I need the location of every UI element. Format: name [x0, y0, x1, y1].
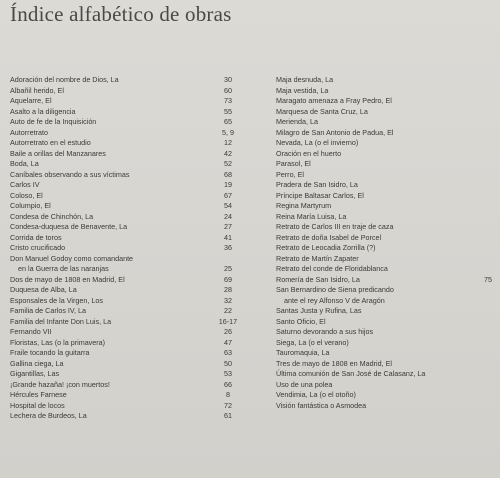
entry-title: Santo Oficio, El: [276, 316, 326, 326]
entry-title: Siega, La (o el verano): [276, 337, 349, 347]
index-entry: [10, 338, 240, 349]
entry-title: Dos de mayo de 1808 en Madrid, El: [10, 274, 125, 284]
entry-page-number: 24: [224, 211, 232, 221]
entry-title: Esponsales de la Virgen, Los: [10, 295, 103, 305]
entry-title: Príncipe Baltasar Carlos, El: [276, 190, 364, 200]
index-entry: [276, 138, 491, 149]
entry-page-number: 66: [224, 379, 232, 389]
index-entry: [10, 348, 240, 359]
entry-page-number: 53: [224, 369, 232, 378]
entry-title: Reina María Luisa, La: [276, 211, 347, 221]
entry-title: Maja desnuda, La: [276, 75, 334, 84]
entry-title: Fraile tocando la guitarra: [10, 348, 90, 357]
entry-page-number: 72: [224, 400, 232, 410]
entry-title: Última comunión de San José de Calasanz, La: [276, 369, 426, 378]
entry-title: Hospital de locos: [10, 400, 65, 410]
entry-title: Vendimia, La (o el otoño): [276, 390, 356, 399]
index-entry: [10, 86, 240, 97]
entry-title: Albañil herido, El: [10, 85, 64, 95]
index-entry: [10, 107, 240, 118]
entry-title: Condesa-duquesa de Benavente, La: [10, 222, 128, 231]
index-entry: [276, 86, 491, 97]
index-entry: [10, 233, 240, 244]
entry-title: Maragato amenaza a Fray Pedro, El: [276, 96, 392, 105]
entry-title: Cristo crucificado: [10, 243, 66, 252]
entry-title: Parasol, El: [276, 159, 311, 168]
index-entry: [276, 180, 491, 191]
index-entry: [276, 201, 491, 212]
index-entry: [10, 96, 240, 107]
page-title: Índice alfabético de obras: [10, 2, 232, 26]
entry-title: Boda, La: [10, 159, 39, 168]
entry-page-number: 8: [226, 390, 230, 399]
entry-page-number: 52: [224, 159, 232, 168]
index-entry: [276, 264, 491, 275]
index-entry: [276, 149, 491, 160]
entry-page-number: 69: [224, 274, 232, 284]
index-entry: [276, 285, 491, 296]
entry-title: Retrato del conde de Floridablanca: [276, 264, 388, 273]
index-entry: [276, 128, 491, 139]
index-entry: [10, 285, 240, 296]
entry-page-number: 63: [224, 348, 232, 357]
index-entry: [10, 191, 240, 202]
index-entry: [10, 306, 240, 317]
entry-page-number: 22: [224, 306, 232, 315]
entry-page-number: 28: [224, 285, 232, 294]
entry-title: ante el rey Alfonso V de Aragón: [284, 295, 385, 305]
index-entry: [10, 401, 240, 412]
index-entry: [276, 401, 491, 412]
index-entry: [276, 275, 491, 286]
index-entry: [276, 317, 491, 328]
entry-page-number: 73: [224, 96, 232, 105]
entry-title: Pradera de San Isidro, La: [276, 180, 358, 189]
entry-title: Aquelarre, El: [10, 96, 52, 105]
entry-title: Retrato de doña Isabel de Porcel: [276, 232, 382, 242]
entry-title: Carlos IV: [10, 180, 40, 189]
entry-title: Fernando VII: [10, 327, 52, 336]
index-entry: [10, 159, 240, 170]
index-entry: [10, 128, 240, 139]
entry-page-number: 68: [224, 169, 232, 179]
entry-title: ¡Grande hazaña! ¡con muertos!: [10, 379, 110, 389]
index-entry: [276, 306, 491, 317]
entry-title: Marquesa de Santa Cruz, La: [276, 106, 368, 116]
entry-title: Tres de mayo de 1808 en Madrid, El: [276, 358, 392, 368]
index-entry: [10, 149, 240, 160]
entry-title: Adoración del nombre de Dios, La: [10, 75, 119, 84]
index-entry: [276, 243, 491, 254]
entry-page-number: 16-17: [218, 316, 238, 326]
index-entry: [10, 212, 240, 223]
entry-title: San Bernardino de Siena predicando: [276, 285, 394, 294]
entry-title: Condesa de Chinchón, La: [10, 211, 94, 221]
index-entry: [10, 327, 240, 338]
entry-page-number: 61: [224, 411, 232, 420]
entry-page-number: 50: [224, 358, 232, 368]
entry-page-number: 67: [224, 190, 232, 200]
entry-title: Asalto a la diligencia: [10, 106, 76, 116]
index-entry: [10, 296, 240, 307]
entry-page-number: 42: [224, 148, 232, 158]
index-entry: [276, 75, 491, 86]
entry-page-number: 65: [224, 117, 232, 126]
index-entry: [276, 107, 491, 118]
entry-title: Autorretrato en el estudio: [10, 138, 91, 147]
entry-title: Auto de fe de la Inquisición: [10, 117, 97, 126]
index-entry: [10, 138, 240, 149]
index-entry: [10, 222, 240, 233]
entry-title: Caníbales observando a sus víctimas: [10, 169, 130, 179]
entry-title: Santas Justa y Rufina, Las: [276, 306, 362, 315]
index-entry: [276, 390, 491, 401]
entry-page-number: 75: [484, 274, 492, 284]
index-entry: [276, 327, 491, 338]
entry-page-number: 36: [224, 243, 232, 252]
index-entry: [276, 296, 491, 307]
index-entry: [10, 170, 240, 181]
entry-page-number: 60: [224, 85, 232, 95]
index-entry: [10, 390, 240, 401]
entry-title: Autorretrato: [10, 127, 48, 137]
index-entry: [10, 380, 240, 391]
index-column-left: [10, 75, 240, 422]
entry-title: Familia de Carlos IV, La: [10, 306, 87, 315]
entry-page-number: 25: [224, 264, 232, 273]
index-column-right: [276, 75, 491, 411]
index-entry: [10, 180, 240, 191]
entry-title: Uso de una polea: [276, 379, 333, 389]
entry-title: Columpio, El: [10, 201, 51, 210]
index-entry: [276, 170, 491, 181]
entry-title: Retrato de Martín Zapater: [276, 253, 359, 263]
entry-title: Baile a orillas del Manzanares: [10, 148, 106, 158]
index-entry: [276, 369, 491, 380]
index-entry: [10, 369, 240, 380]
entry-title: Retrato de Carlos III en traje de caza: [276, 222, 394, 231]
index-entry: [276, 117, 491, 128]
index-entry: [276, 380, 491, 391]
entry-title: Visión fantástica o Asmodea: [276, 400, 367, 410]
entry-title: en la Guerra de las naranjas: [18, 264, 109, 273]
entry-page-number: 27: [224, 222, 232, 231]
entry-page-number: 41: [224, 232, 232, 242]
entry-title: Duquesa de Alba, La: [10, 285, 77, 294]
index-entry: [10, 275, 240, 286]
entry-title: Lechera de Burdeos, La: [10, 411, 87, 420]
index-entry: [10, 201, 240, 212]
index-entry: [276, 159, 491, 170]
index-entry: [10, 264, 240, 275]
index-entry: [276, 191, 491, 202]
entry-title: Floristas, Las (o la primavera): [10, 337, 106, 347]
index-entry: [276, 212, 491, 223]
entry-title: Familia del Infante Don Luis, La: [10, 316, 112, 326]
entry-title: Don Manuel Godoy como comandante: [10, 253, 134, 263]
entry-title: Corrida de toros: [10, 232, 62, 242]
entry-page-number: 54: [224, 201, 232, 210]
index-entry: [276, 348, 491, 359]
index-entry: [10, 317, 240, 328]
entry-title: Maja vestida, La: [276, 85, 329, 95]
entry-page-number: 26: [224, 327, 232, 336]
entry-title: Milagro de San Antonio de Padua, El: [276, 127, 394, 137]
entry-page-number: 12: [224, 138, 232, 147]
entry-page-number: 32: [224, 295, 232, 305]
entry-page-number: 47: [224, 337, 232, 347]
entry-title: Coloso, El: [10, 190, 43, 200]
entry-title: Gigantillas, Las: [10, 369, 60, 378]
index-entry: [276, 96, 491, 107]
entry-title: Romería de San Isidro, La: [276, 274, 360, 284]
entry-title: Perro, El: [276, 169, 304, 179]
entry-title: Saturno devorando a sus hijos: [276, 327, 374, 336]
entry-page-number: 19: [224, 180, 232, 189]
entry-title: Gallina ciega, La: [10, 358, 64, 368]
entry-title: Tauromaquia, La: [276, 348, 330, 357]
entry-page-number: 55: [224, 106, 232, 116]
entry-title: Regina Martyrum: [276, 201, 332, 210]
entry-title: Oración en el huerto: [276, 148, 342, 158]
index-entry: [10, 254, 240, 265]
index-entry: [10, 75, 240, 86]
entry-page-number: 30: [224, 75, 232, 84]
index-entry: [10, 411, 240, 422]
entry-title: Merienda, La: [276, 117, 318, 126]
entry-title: Retrato de Leocadia Zorrilla (?): [276, 243, 376, 252]
index-entry: [10, 243, 240, 254]
index-entry: [10, 117, 240, 128]
index-entry: [10, 359, 240, 370]
index-entry: [276, 233, 491, 244]
index-entry: [276, 338, 491, 349]
entry-title: Nevada, La (o el invierno): [276, 138, 359, 147]
index-entry: [276, 359, 491, 370]
index-entry: [276, 222, 491, 233]
entry-title: Hércules Farnese: [10, 390, 67, 399]
index-entry: [276, 254, 491, 265]
entry-page-number: 5, 9: [222, 127, 234, 137]
